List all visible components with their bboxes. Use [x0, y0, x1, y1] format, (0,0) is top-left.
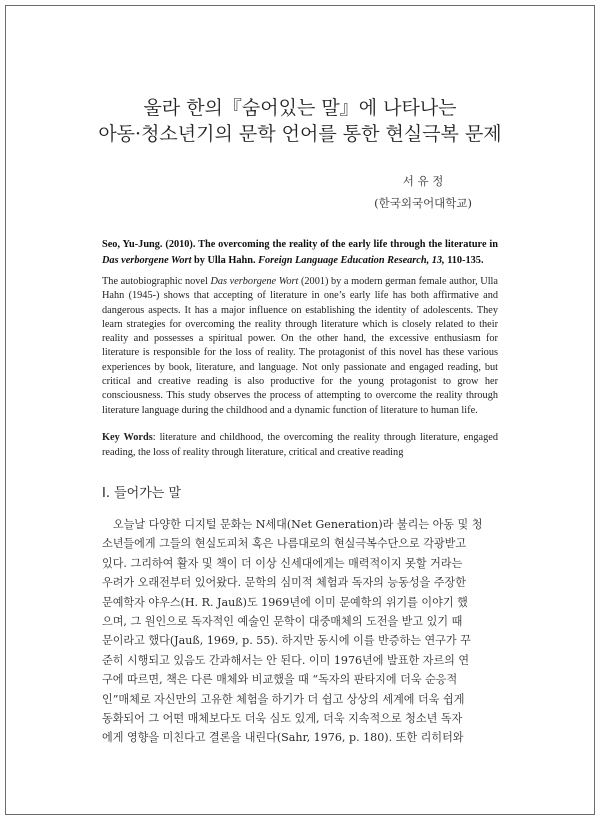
- body-line: 문이라고 했다(Jauß, 1969, p. 55). 하지만 동시에 이를 반증하는 연구가 꾸: [102, 634, 471, 648]
- citation-work-title: Das verborgene Wort: [102, 254, 192, 266]
- body-line: 동화되어 그 어떤 매체보다도 더욱 심도 있게, 더욱 지속적으로 청소년 독자: [102, 712, 463, 726]
- citation-journal: Foreign Language Education Research, 13,: [258, 254, 445, 266]
- author-block: [374, 170, 472, 214]
- body-line: 으며, 그 원인으로 독자적인 예술인 문학이 대중매체의 도전을 받고 있기 때: [102, 615, 463, 629]
- keywords-text: : literature and childhood, the overcoming the reality through literature, engaged reading, the loss of reality through literature, critical and creative reading: [102, 432, 498, 458]
- abstract-before-title: The autobiographic novel: [102, 276, 211, 287]
- citation: [102, 237, 498, 268]
- body-line: 구에 따르면, 책은 다른 매체와 비교했을 때 “독자의 판타지에 더욱 순응적: [102, 673, 458, 687]
- body-line: 소년들에게 그들의 현실도피처 혹은 나름대로의 현실극복수단으로 각광받고: [102, 537, 467, 551]
- body-line: 에게 영향을 미친다고 결론을 내린다(Sahr, 1976, p. 180). 또한 리히터와: [102, 731, 464, 745]
- body-line: 문예학자 야우스(H. R. Jauß)도 1969년에 이미 문예학의 위기를 이야기 했: [102, 595, 468, 609]
- abstract-body: (2001) by a modern german female author, Ulla Hahn (1945-) shows that accepting of literature in one’s early life has both affirmative and dangerous aspects. It has a major influence on establishing the identity of adolescents. They learn strategies for overcoming the reality through literature which is closely related to their reality and possesses a spiritual power. On the other hand, the excessive enthusiasm for literature is responsible for the loss of reality. The protagonist of this novel has these various experiences by book, literature, and language. Not only passionate and engaged reading, but critical and creative reading is also productive for the young protagonist to grow her consciousness. This study observes the process of attempting to overcome the reality through literature language during the childhood and a dynamic function of literature to human life.: [102, 276, 498, 416]
- citation-prefix: Seo, Yu-Jung. (2010). The overcoming the reality of the early life through the literature in: [102, 239, 498, 250]
- paper-title: [0, 95, 600, 147]
- citation-middle: by Ulla Hahn.: [191, 254, 259, 266]
- title-line-2: 아동·청소년기의 문학 언어를 통한 현실극복 문제: [98, 123, 502, 145]
- body-line: 오늘날 다양한 디지털 문화는 N세대(Net Generation)라 불리는 아동 및 청: [113, 518, 483, 531]
- body-line: 우려가 오래전부터 있어왔다. 문학의 심미적 체험과 독자의 능동성을 주장한: [102, 576, 466, 590]
- abstract: [102, 275, 498, 418]
- title-line-1: 울라 한의『숨어있는 말』에 나타나는: [143, 97, 457, 119]
- keywords-label: Key Words: [102, 432, 153, 443]
- author-name: 서 유 정: [402, 174, 444, 188]
- body-line: 준히 시행되고 있음도 간과해서는 안 된다. 이미 1976년에 발표한 자르의 연: [102, 653, 470, 667]
- section-heading: Ⅰ. 들어가는 말: [102, 486, 182, 501]
- author-affiliation: (한국외국어대학교): [374, 196, 472, 210]
- body-line: 인”매체로 자신만의 고유한 체험을 하기가 더 쉽고 상상의 세계에 더욱 쉽게: [102, 692, 465, 706]
- abstract-novel-title: Das verborgene Wort: [210, 276, 299, 287]
- citation-pages: 110-135.: [444, 254, 484, 266]
- body-text: [102, 515, 498, 748]
- keywords: [102, 430, 498, 460]
- body-line: 있다. 그리하여 활자 및 책이 더 이상 신세대에게는 매력적이지 못할 거라는: [102, 556, 463, 570]
